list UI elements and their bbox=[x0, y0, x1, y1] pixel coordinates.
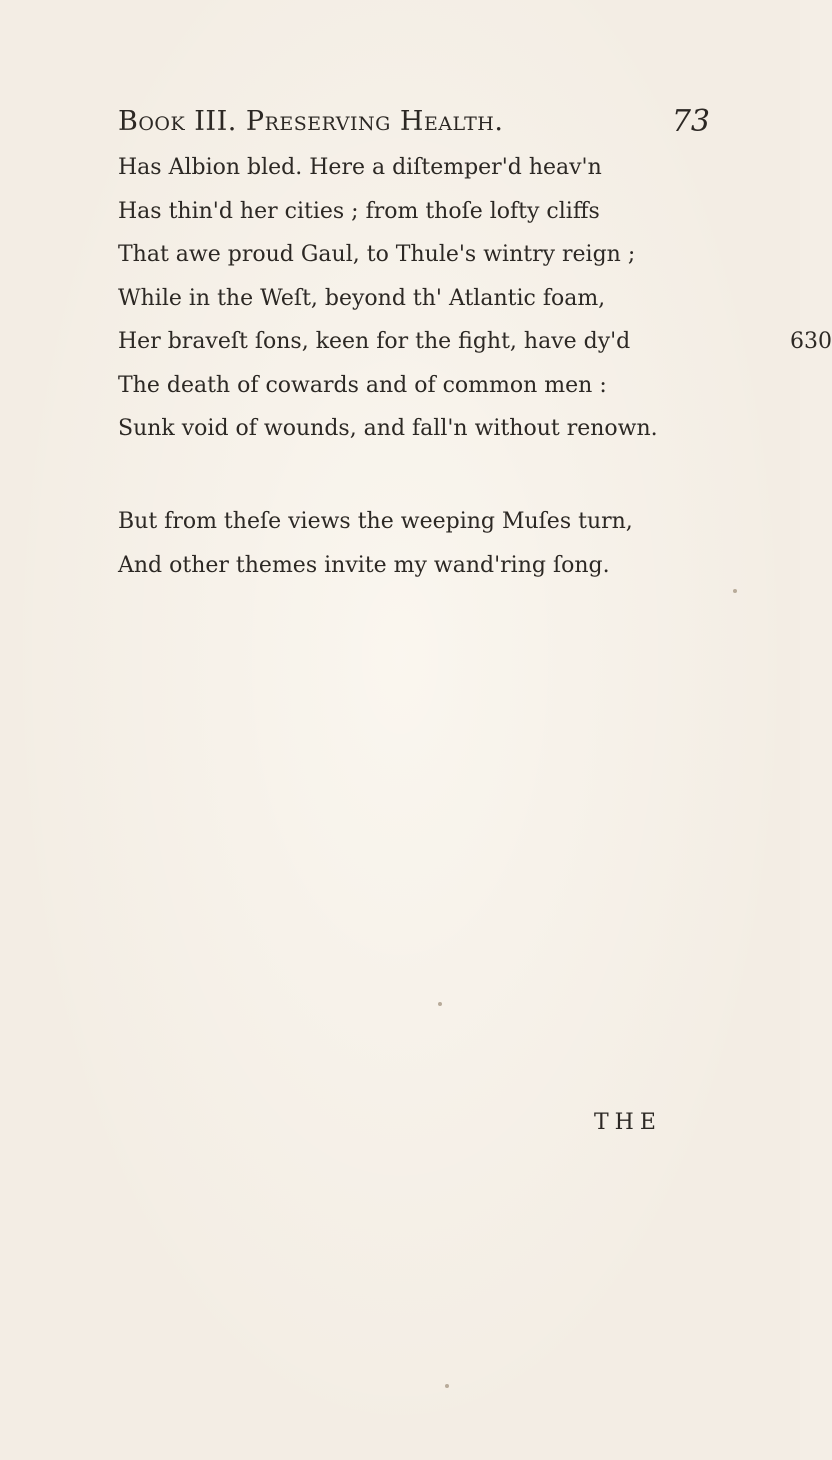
verse-stanza-2 bbox=[118, 500, 718, 587]
verse-line-text: Her braveſt ſons, keen for the fight, have dy'd bbox=[118, 329, 631, 354]
verse-line: And other themes invite my wand'ring ſong. bbox=[118, 552, 610, 578]
running-head-title: Book III. Preserving Health. bbox=[118, 106, 504, 137]
verse-line: Has thin'd her cities ; from thoſe lofty cliffs bbox=[118, 198, 600, 224]
verse-line: But from theſe views the weeping Muſes turn, bbox=[118, 509, 633, 534]
verse-line: Has Albion bled. Here a diſtemper'd heav'n bbox=[118, 155, 602, 180]
running-head bbox=[118, 106, 710, 146]
verse-line: That awe proud Gaul, to Thule's wintry reign ; bbox=[118, 242, 636, 267]
paper-speck bbox=[733, 589, 737, 593]
verse-line: The death of cowards and of common men : bbox=[118, 372, 607, 398]
verse-line: Sunk void of wounds, and fall'n without renown. bbox=[118, 416, 658, 441]
line-number: 630 bbox=[790, 329, 832, 354]
verse-line: While in the Weſt, beyond th' Atlantic foam, bbox=[118, 285, 606, 311]
catchword: THE bbox=[594, 1110, 662, 1135]
page-number: 73 bbox=[671, 104, 710, 139]
verse-stanza-1 bbox=[118, 146, 832, 451]
paper-speck bbox=[445, 1384, 449, 1388]
verse-line bbox=[118, 320, 832, 364]
paper-speck bbox=[438, 1002, 442, 1006]
